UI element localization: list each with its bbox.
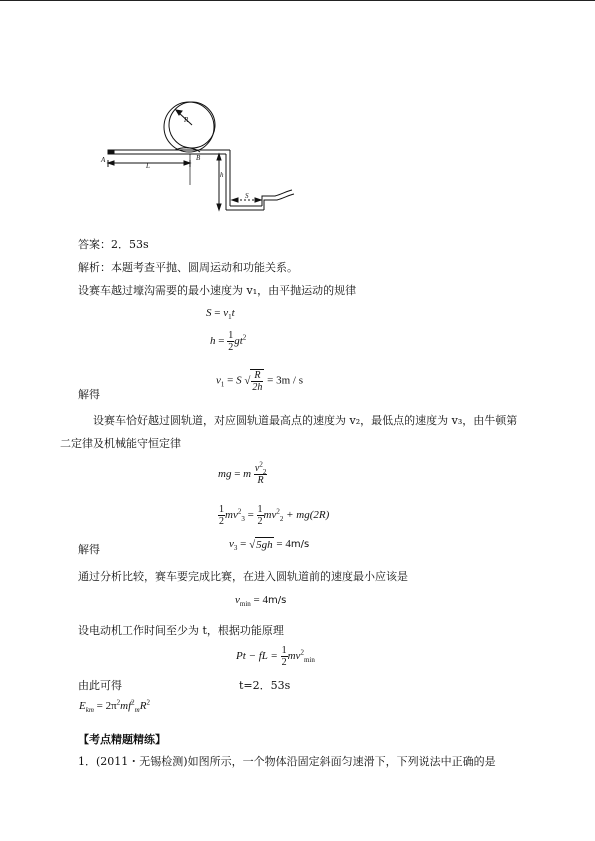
equation-1: $S = v_1t$ <box>206 307 235 322</box>
equation-6: $v_3 = √5gh = 4m/s$ <box>229 538 310 553</box>
answer-value: 2．53s <box>111 238 149 251</box>
paragraph-2b: 二定律及机械能守恒定律 <box>60 437 181 450</box>
label-start: A <box>101 156 106 164</box>
equation-7: $v_{min} = 4m/s$ <box>235 594 287 609</box>
equation-8: Pt − fL = $\frac{1}{2}$ $mv^2_{min}$ <box>236 645 315 668</box>
equation-4: mg = m $\frac{v^2_2}{R}$ <box>218 460 267 486</box>
paragraph-1: 设赛车越过壕沟需要的最小速度为 v₁，由平抛运动的规律 <box>78 284 357 297</box>
label-length: L <box>146 162 150 170</box>
analysis-text: 解析：本题考查平抛、圆周运动和功能关系。 <box>78 261 298 274</box>
conclude-value: t=2．53s <box>239 679 291 692</box>
answer-line <box>78 238 149 252</box>
equation-5: $\frac{1}{2}$ $mv^2_3$ = $\frac{1}{2}$ $mv^2_2 + mg(2R)$ <box>219 504 330 527</box>
label-span: S <box>245 192 249 200</box>
label-bridge: B <box>196 154 201 162</box>
section-heading: 【考点精题精练】 <box>78 733 166 746</box>
solve-label-1: 解得 <box>78 388 100 401</box>
label-height: h <box>220 171 224 179</box>
conclude-label: 由此可得 <box>78 679 122 692</box>
question-1: 1．(2011・无锡检测)如图所示，一个物体沿固定斜面匀速滑下，下列说法中正确的是 <box>78 755 496 768</box>
label-radius: R <box>184 116 189 124</box>
paragraph-3: 通过分析比较，赛车要完成比赛，在进入圆轨道前的速度最小应该是 <box>78 570 408 583</box>
loop-track-outer <box>164 102 214 152</box>
equation-3: $v_1 = S$ √ $\frac{R}{2h}$ = 3m / s <box>216 370 304 393</box>
paragraph-4: 设电动机工作时间至少为 t，根据功能原理 <box>78 624 284 637</box>
equation-9: $E_{km} = 2\pi^2mf^2_mR^2$ <box>79 698 150 715</box>
solve-label-2: 解得 <box>78 543 100 556</box>
paragraph-2: 设赛车恰好越过圆轨道，对应圆轨道最高点的速度为 v₂，最低点的速度为 v₃，由牛顿第 <box>93 414 518 427</box>
equation-2: h = $\frac{1}{2}$ $gt^2$ <box>210 330 247 353</box>
answer-label: 答案： <box>78 238 111 251</box>
